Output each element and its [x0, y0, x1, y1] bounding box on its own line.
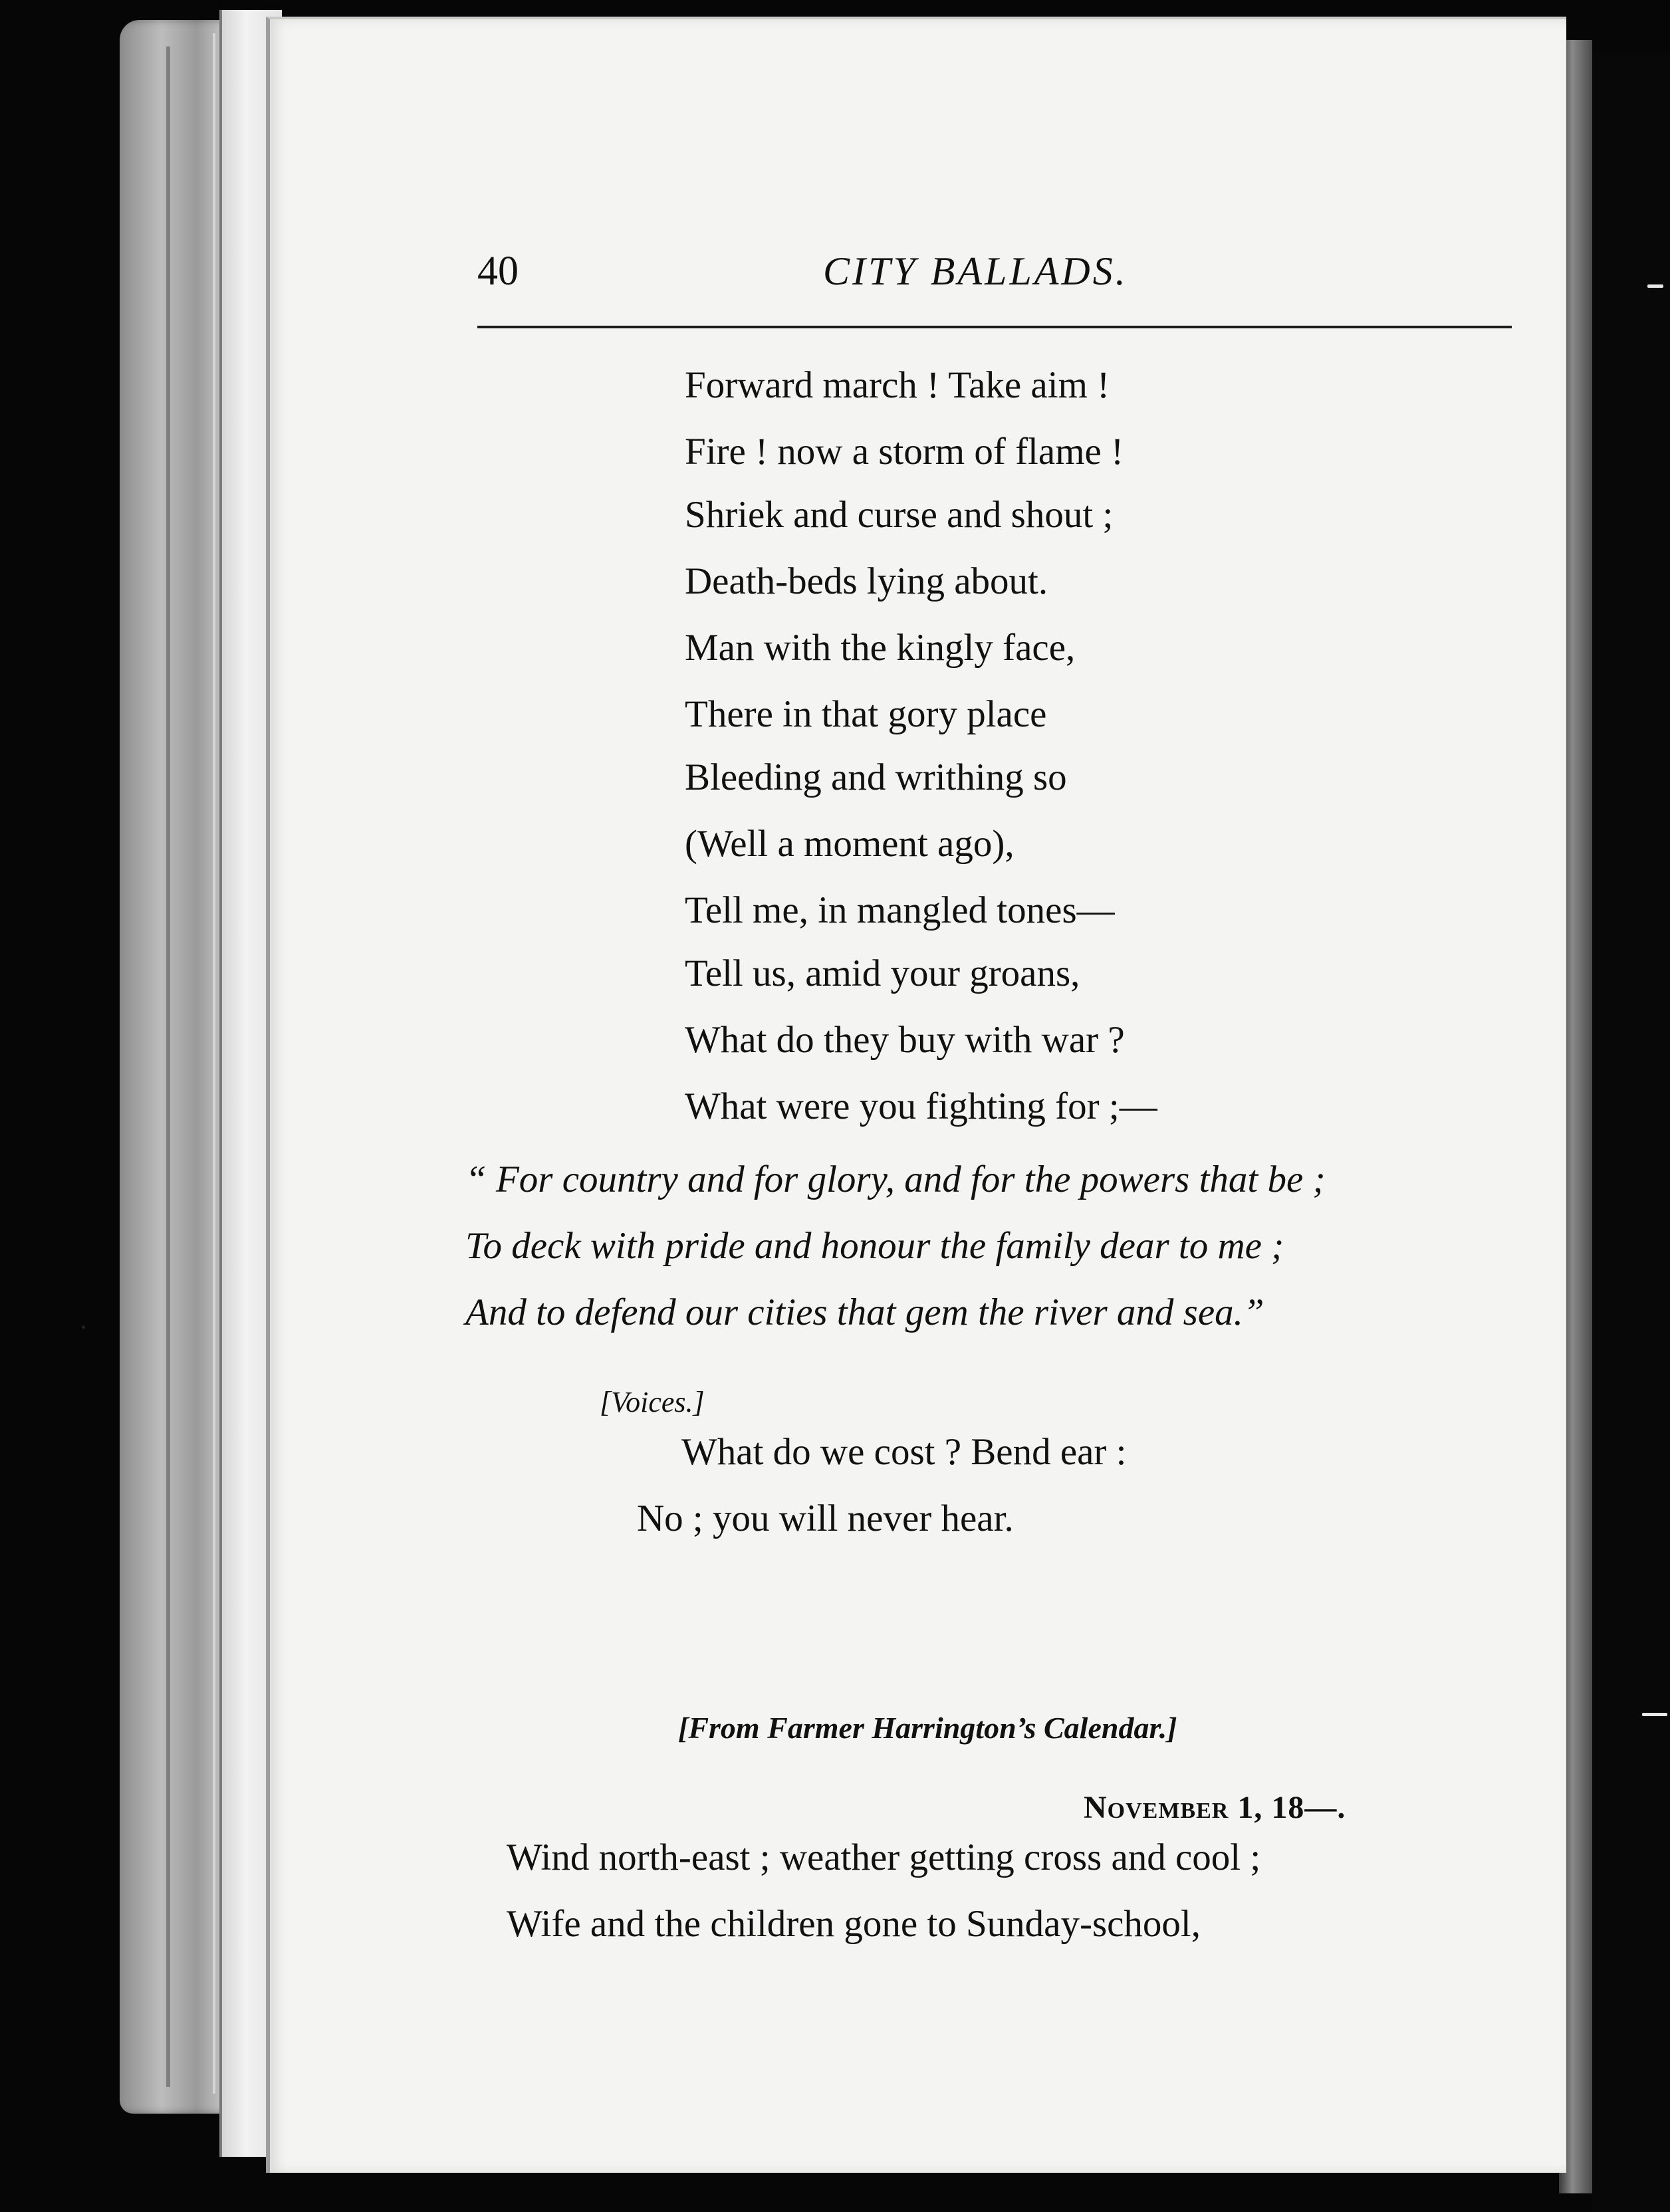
- poem-line: Wife and the children gone to Sunday-school,: [507, 1903, 1201, 1945]
- poem-line: What do they buy with war ?: [685, 1019, 1125, 1061]
- running-head: [477, 238, 1505, 304]
- page-number: 40: [477, 249, 519, 294]
- quote-line: “ For country and for glory, and for the powers that be ;: [465, 1159, 1326, 1200]
- facing-page-shadow: [1592, 53, 1670, 2212]
- quote-line: And to defend our cities that gem the river and sea.”: [465, 1291, 1264, 1333]
- source-note: [From Farmer Harrington’s Calendar.]: [678, 1711, 1177, 1745]
- stage-direction: [Voices.]: [600, 1386, 705, 1418]
- poem-line: There in that gory place: [685, 693, 1047, 735]
- poem-line: What were you fighting for ;—: [685, 1085, 1157, 1127]
- voices-line: What do we cost ? Bend ear :: [681, 1431, 1127, 1473]
- poem-line: Bleeding and writhing so: [685, 756, 1067, 798]
- voices-line: No ; you will never hear.: [637, 1497, 1014, 1539]
- poem-line: Shriek and curse and shout ;: [685, 494, 1114, 536]
- poem-line: Man with the kingly face,: [685, 627, 1076, 669]
- quote-line: To deck with pride and honour the family dear to me ;: [465, 1225, 1284, 1267]
- header-rule: [477, 326, 1512, 328]
- poem-line: Fire ! now a storm of flame !: [685, 431, 1124, 473]
- facing-page-mark: [1642, 1713, 1667, 1716]
- date-line: November 1, 18—.: [1084, 1790, 1346, 1825]
- running-title: CITY BALLADS.: [823, 249, 1128, 293]
- facing-page-mark: [1647, 284, 1663, 288]
- poem-line: Death-beds lying about.: [685, 560, 1048, 602]
- poem-line: Tell us, amid your groans,: [685, 952, 1080, 994]
- poem-line: Tell me, in mangled tones—: [685, 889, 1115, 931]
- poem-line: (Well a moment ago),: [685, 823, 1014, 865]
- poem-line: Wind north-east ; weather getting cross and cool ;: [507, 1836, 1261, 1878]
- poem-line: Forward march ! Take aim !: [685, 364, 1110, 406]
